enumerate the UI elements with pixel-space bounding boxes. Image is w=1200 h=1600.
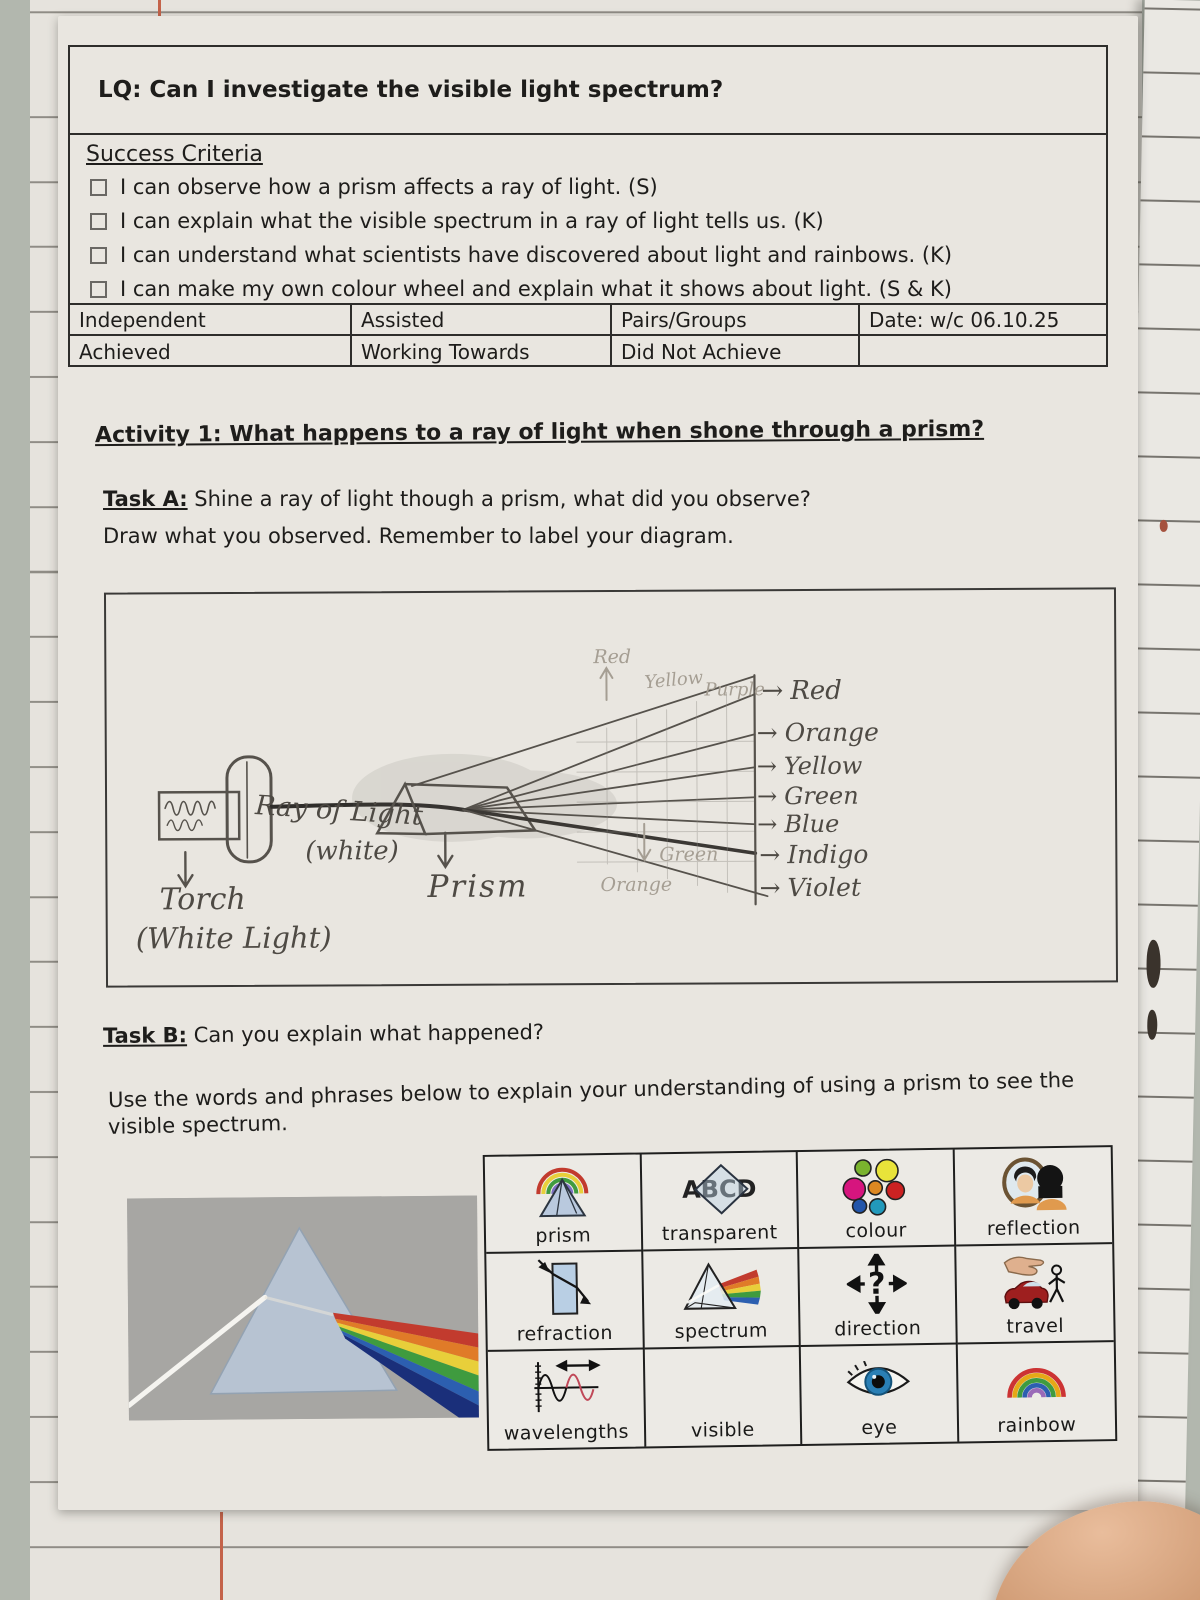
word-bank-cell-transparent: ABCD transparent [641,1152,799,1252]
faint-red-label: Red [593,645,632,669]
prism-photo-art [127,1195,479,1420]
worksheet-sheet [58,16,1138,1510]
pupil-drawing-box [104,587,1118,987]
header-table [68,45,1108,367]
assessment-cell: Independent [70,305,352,334]
travel-icon [998,1248,1071,1314]
checkbox [90,179,107,196]
task-b-text: Can you explain what happened? [193,1020,545,1048]
arrow-right-glyph: → [756,718,778,748]
arrow-right-glyph: → [759,873,781,903]
torch-pattern [165,801,215,815]
ray-sub-label: (white) [305,836,399,867]
word-bank-cell-wavelengths: wavelengths [488,1349,646,1449]
spectrum-label-violet: → Violet [759,872,862,903]
assessment-cell-date: Date: w/c 06.10.25 [869,307,1060,332]
success-criteria-heading: Success Criteria [86,142,263,167]
assessment-row-1 [70,305,1106,336]
instruction-line1: Use the words and phrases below to explain your understanding of using a prism to see the [107,1067,1075,1113]
task-a-label: Task A: [103,487,188,511]
word-bank-cell-visible: visible [644,1347,802,1447]
assessment-cell: Did Not Achieve [612,336,860,367]
spectrum-label-indigo: → Indigo [759,839,869,870]
criteria-text: I can make my own colour wheel and explain what it shows about light. (S & K) [120,277,952,301]
task-b-line [103,1020,544,1048]
checkbox [90,247,107,264]
spectrum-icon [680,1253,761,1320]
word-bank-cell-prism: prism [485,1154,643,1254]
faint-purple-label: Purple [704,679,765,701]
screen-line [754,675,755,904]
checkbox [90,281,107,298]
ink-speck [1147,1010,1158,1040]
word-bank-table [483,1145,1118,1451]
lq-row [70,47,1106,135]
stick-figure [1048,1275,1064,1302]
reflection-icon [997,1151,1068,1217]
arrow-right-glyph: → [759,840,781,870]
red-speck [1160,520,1168,532]
lq-title: LQ: Can I investigate the visible light spectrum? [98,77,724,103]
svg-text:ABCD: ABCD [681,1174,757,1204]
faint-orange-label: Orange [600,873,673,897]
spectrum-label-red: → Red [761,675,842,707]
instruction-line2: visible spectrum. [107,1111,289,1139]
spectrum-label-orange: → Orange [756,717,880,748]
word-bank-cell-spectrum: spectrum [643,1249,801,1349]
torch-pattern [167,820,202,831]
word-bank-cell-reflection: reflection [954,1147,1112,1247]
torch-arrow [178,852,192,886]
arrow-right-glyph: → [761,676,784,707]
no-icon [722,1351,723,1418]
spectrum-label-blue: → Blue [757,809,840,839]
arrow-right-glyph: → [756,782,778,811]
task-a-line2: Draw what you observed. Remember to label your diagram. [103,524,734,548]
svg-text:?: ? [868,1266,887,1302]
criteria-item [86,170,1090,204]
notebook-margin-line-bottom [220,1512,223,1600]
criteria-item [86,272,1090,306]
colour-icon [842,1153,909,1219]
spectrum-label-yellow: → Yellow [756,751,863,781]
word-bank-cell-colour: colour [798,1150,956,1250]
criteria-item [86,204,1090,238]
word-bank-cell-direction: ? direction [799,1247,957,1347]
refraction-icon [536,1256,593,1322]
rainbow-icon [1003,1345,1070,1413]
spectrum-label-green: → Green [756,781,859,811]
prism-icon [530,1158,595,1224]
criteria-text: I can observe how a prism affects a ray of light. (S) [120,175,658,199]
direction-icon [847,1251,908,1317]
task-a-text: Shine a ray of light though a prism, what did you observe? [194,487,811,511]
task-b-label: Task B: [102,1023,188,1048]
arrow-right-glyph: → [756,752,778,781]
torch-sub-label: (White Light) [135,920,332,956]
task-a-line1 [103,487,811,511]
word-bank-cell-eye: eye [801,1344,959,1444]
criteria-text: I can understand what scientists have discovered about light and rainbows. (K) [120,243,953,267]
faint-green-label: Green [659,843,719,866]
ray-label: Ray of Light [254,790,424,832]
criteria-item [86,238,1090,272]
assessment-cell: Working Towards [352,336,612,367]
word-bank-cell-travel: travel [956,1244,1114,1344]
wavelengths-icon [528,1353,603,1421]
faint-yellow-label: Yellow [643,667,705,694]
criteria-text: I can explain what the visible spectrum in a ray of light tells us. (K) [120,209,824,233]
word-bank-cell-refraction: refraction [486,1252,644,1352]
activity1-heading: Activity 1: What happens to a ray of light when shone through a prism? [94,416,985,449]
success-criteria-section [70,135,1106,305]
eye-icon [844,1348,913,1416]
assessment-row-2 [70,336,1106,367]
ink-speck [1146,940,1161,988]
prism-photo [127,1195,479,1420]
prism-label: Prism [427,868,529,905]
torch-head-line [247,762,248,858]
checkbox [90,213,107,230]
transparent-icon [677,1156,762,1223]
assessment-cell-empty [860,336,1106,367]
torch-label: Torch [159,881,246,918]
arrow-right-glyph: → [757,810,778,839]
assessment-cell: Pairs/Groups [612,305,860,334]
assessment-cell: Assisted [352,305,612,334]
pointing-hand [1004,1257,1043,1276]
word-bank-cell-rainbow: rainbow [957,1342,1115,1442]
assessment-cell: Achieved [70,336,352,367]
